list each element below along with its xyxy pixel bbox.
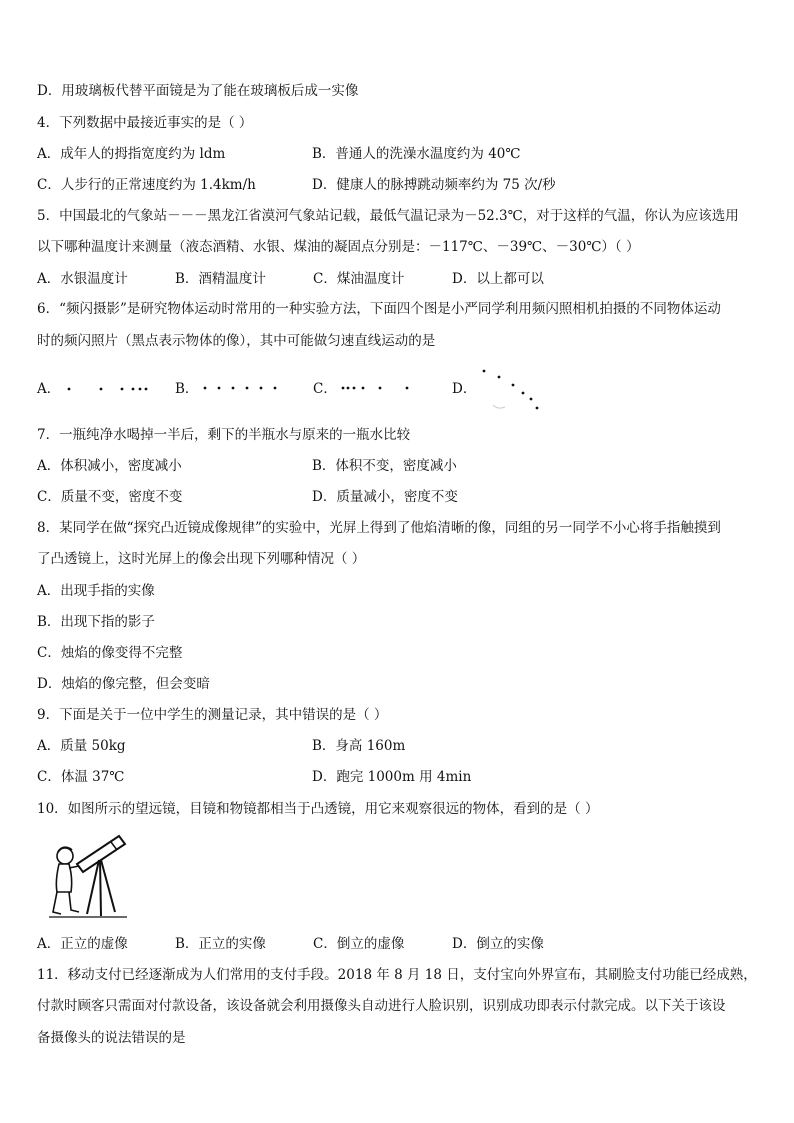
dot [232, 387, 235, 390]
dot [204, 387, 207, 390]
q6-option-b: B． [175, 381, 199, 397]
dot [353, 387, 356, 390]
telescope-person-figure [45, 826, 135, 922]
question-11-line3: 备摄像头的说法错误的是 [37, 1030, 186, 1046]
dot [246, 387, 249, 390]
faint-mark [493, 405, 505, 408]
q6-option-a-dots [60, 380, 160, 400]
question-11-line2: 付款时顾客只需面对付款设备，该设备就会利用摄像头自动进行人脸识别，识别成功即表示付款完成。以下关于该设 [37, 998, 726, 1014]
q10-option-d: D．倒立的实像 [452, 936, 544, 952]
q8-option-a: A．出现手指的实像 [37, 583, 155, 599]
q6-option-c-dots [336, 380, 426, 400]
dot [483, 370, 486, 373]
dot [342, 387, 345, 390]
q5-option-b: B．酒精温度计 [175, 271, 266, 287]
q10-option-c: C．倒立的虚像 [313, 936, 405, 952]
tripod-leg-right [101, 860, 115, 912]
dot [132, 388, 135, 391]
dot [145, 388, 148, 391]
dot [362, 387, 365, 390]
dot [522, 392, 525, 395]
q4-option-a: A．成年人的拇指宽度约为 ldm [37, 146, 226, 162]
person-leg-right [69, 892, 79, 912]
dot [536, 407, 539, 410]
q5-option-d: D．以上都可以 [452, 271, 544, 287]
q9-option-c: C．体温 37℃ [37, 769, 125, 785]
q4-option-c: C．人步行的正常速度约为 1.4km/h [37, 177, 256, 193]
q8-option-d: D．烛焰的像完整，但会变暗 [37, 676, 210, 692]
dot [121, 388, 124, 391]
q6-option-b-dots [198, 380, 288, 400]
q10-option-b: B．正立的实像 [175, 936, 266, 952]
question-7: 7．一瓶纯净水喝掉一半后，剩下的半瓶水与原来的一瓶水比较 [37, 427, 411, 443]
q6-option-d-dots [475, 363, 555, 418]
line-d-prev: D．用玻璃板代替平面镜是为了能在玻璃板后成一实像 [37, 83, 359, 99]
person-leg-left [53, 892, 61, 914]
q6-option-d: D． [452, 381, 477, 397]
dot [379, 387, 382, 390]
question-5-line1: 5．中国最北的气象站－－－黑龙江省漠河气象站记载，最低气温记录为－52.3℃，对于这样的气温，你认为应该选用 [37, 208, 739, 224]
q5-option-c: C．煤油温度计 [313, 271, 405, 287]
question-8-line1: 8．某同学在做“探究凸近镜成像规律”的实验中，光屏上得到了他焰清晰的像，同组的另一同学不小心将手指触摸到 [37, 520, 721, 536]
q10-option-a: A．正立的虚像 [37, 936, 128, 952]
q9-option-a: A．质量 50kg [37, 738, 126, 754]
person-arm [69, 866, 79, 868]
q4-option-d: D．健康人的脉搏跳动频率约为 75 次/秒 [312, 177, 556, 193]
q9-option-d: D．跑完 1000m 用 4min [312, 769, 472, 785]
dot [512, 384, 515, 387]
q9-option-b: B．身高 160m [312, 738, 406, 754]
dot [274, 387, 277, 390]
dot [347, 387, 350, 390]
dot [530, 398, 533, 401]
q7-option-d: D．质量减小，密度不变 [312, 489, 458, 505]
dot [260, 387, 263, 390]
question-6-line2: 时的频闪照片（黑点表示物体的像），其中可能做匀速直线运动的是 [37, 333, 436, 349]
question-11-line1: 11．移动支付已经逐渐成为人们常用的支付手段。2018 年 8 月 18 日，支付宝向外界宣布，其刷脸支付功能已经成熟， [37, 967, 757, 983]
telescope [77, 836, 125, 916]
q7-option-a: A．体积减小，密度减小 [37, 458, 182, 474]
dot [139, 388, 142, 391]
question-10: 10．如图所示的望远镜，目镜和物镜都相当于凸透镜，用它来观察很远的物体，看到的是（ ） [37, 801, 599, 817]
dot [498, 376, 501, 379]
dot [218, 387, 221, 390]
q7-option-b: B．体积不变，密度减小 [312, 458, 457, 474]
q4-option-b: B．普通人的洗澡水温度约为 40℃ [312, 146, 521, 162]
question-6-line1: 6．“频闪摄影”是研究物体运动时常用的一种实验方法，下面四个图是小严同学利用频闪照相机拍摄的不同物体运动 [37, 301, 721, 317]
q8-option-c: C．烛焰的像变得不完整 [37, 645, 183, 661]
q7-option-c: C．质量不变，密度不变 [37, 489, 183, 505]
question-4: 4．下列数据中最接近事实的是（ ） [37, 115, 253, 131]
question-5-line2: 以下哪种温度计来测量（液态酒精、水银、煤油的凝固点分别是：－117℃、－39℃、－30℃）（ ） [37, 239, 640, 255]
question-8-line2: 了凸透镜上，这时光屏上的像会出现下列哪种情况（ ） [37, 551, 366, 567]
q8-option-b: B．出现下指的影子 [37, 614, 155, 630]
q6-option-a: A． [37, 381, 61, 397]
q5-option-a: A．水银温度计 [37, 271, 128, 287]
q6-option-c: C． [313, 381, 337, 397]
dot [68, 388, 71, 391]
tripod-leg-center [100, 860, 101, 916]
dot [100, 388, 103, 391]
dot [406, 387, 409, 390]
question-9: 9．下面是关于一位中学生的测量记录，其中错误的是（ ） [37, 707, 388, 723]
